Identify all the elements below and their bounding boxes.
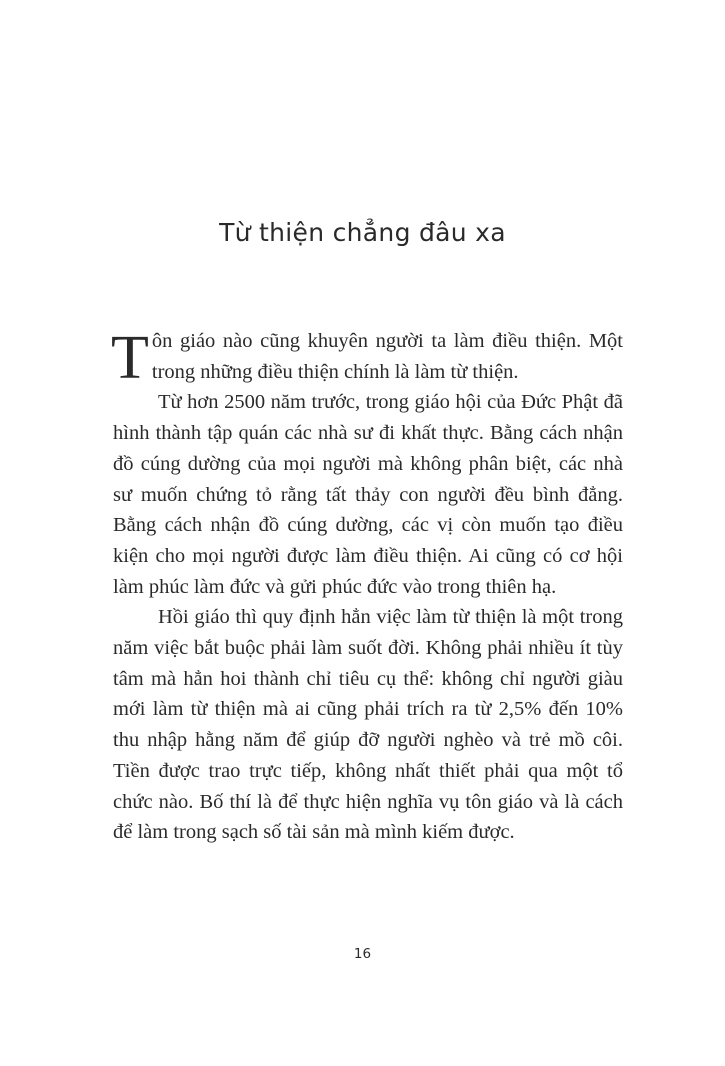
paragraph-2: Từ hơn 2500 năm trước, trong giáo hội của Đức Phật đã hình thành tập quán các nhà sư đi khất thực. Bằng cách nhận đồ cúng dường của mọi người mà không phân biệt, các nhà sư muốn chứng tỏ rằng tất thảy con người đều bình đẳng. Bằng cách nhận đồ cúng dường, các vị còn muốn tạo điều kiện cho mọi người được làm điều thiện. Ai cũng có cơ hội làm phúc làm đức và gửi phúc đức vào trong thiên hạ.	[113, 391, 623, 598]
chapter-title: Từ thiện chẳng đâu xa	[219, 218, 506, 247]
paragraph-1-text: ôn giáo nào cũng khuyên người ta làm điều thiện. Một trong những điều thiện chính là làm từ thiện.	[151, 330, 623, 383]
chapter-body	[113, 326, 623, 848]
page-number: 16	[353, 946, 372, 962]
paragraph-3: Hồi giáo thì quy định hẳn việc làm từ thiện là một trong năm việc bắt buộc phải làm suốt đời. Không phải nhiều ít tùy tâm mà hẳn hoi thành chỉ tiêu cụ thể: không chỉ người giàu mới làm từ thiện mà ai cũng phải trích ra từ 2,5% đến 10% thu nhập hằng năm để giúp đỡ người nghèo và trẻ mồ côi. Tiền được trao trực tiếp, không nhất thiết phải qua một tổ chức nào. Bố thí là để thực hiện nghĩa vụ tôn giáo và là cách để làm trong sạch số tài sản mà mình kiếm được.	[113, 606, 623, 844]
drop-cap: T	[111, 324, 149, 392]
paragraph-1	[111, 324, 623, 392]
